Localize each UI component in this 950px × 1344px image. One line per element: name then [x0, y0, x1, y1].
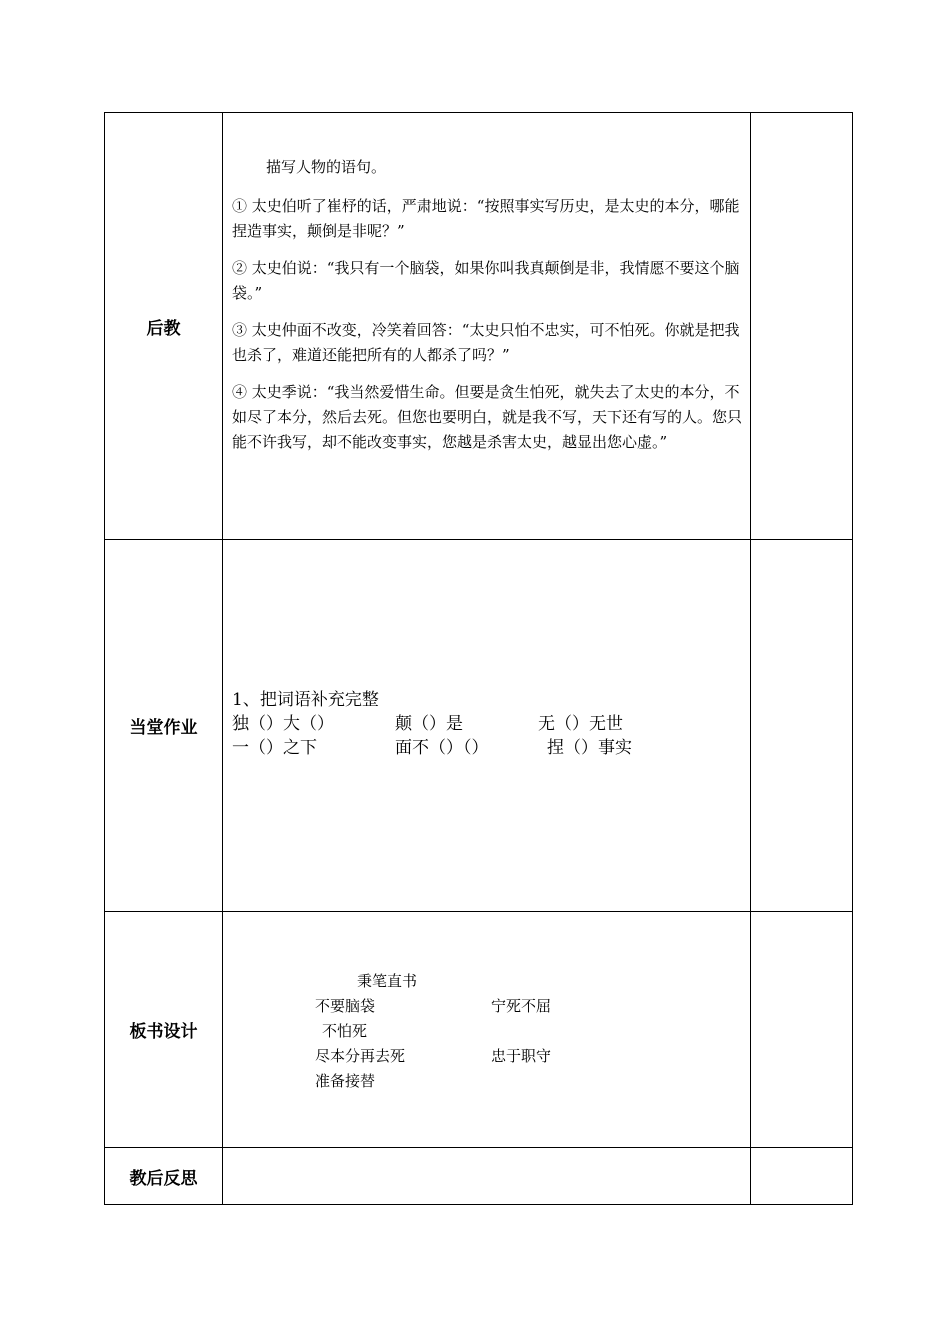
- remark-board-design: [751, 912, 853, 1148]
- label-after-teaching: 后教: [105, 113, 223, 540]
- blank-5: 面不（）（）: [395, 738, 489, 758]
- blank-2: 颠（）是: [395, 714, 463, 734]
- blank-1: 独（）大（）: [232, 714, 334, 734]
- remark-after-teaching: [751, 113, 853, 540]
- content-board-design: [223, 912, 751, 1148]
- label-board-design: 板书设计: [105, 912, 223, 1148]
- quote-2: ② 太史伯说：“我只有一个脑袋，如果你叫我真颠倒是非，我情愿不要这个脑袋。”: [232, 259, 740, 302]
- board-item-4: 尽本分再去死: [315, 1047, 406, 1065]
- blank-3: 无（）无世: [538, 714, 623, 734]
- quote-1: ① 太史伯听了崔杼的话，严肃地说：“按照事实写历史，是太史的本分，哪能捏造事实，颠倒是非呢？”: [232, 197, 740, 240]
- exercise-line-2: [232, 736, 750, 760]
- board-item-6: 准备接替: [315, 1072, 376, 1090]
- row-board-design: [105, 912, 853, 1148]
- row-after-teaching: [105, 113, 853, 540]
- board-title: 秉笔直书: [357, 972, 418, 990]
- quote-3: ③ 太史仲面不改变，冷笑着回答：“太史只怕不忠实，可不怕死。你就是把我也杀了，难道还能把所有的人都杀了吗？”: [232, 321, 740, 364]
- exercise-title: 1、把词语补充完整: [232, 690, 379, 710]
- label-reflection: 教后反思: [105, 1148, 223, 1205]
- blank-4: 一（）之下: [232, 738, 317, 758]
- remark-classwork: [751, 540, 853, 912]
- board-item-5: 忠于职守: [491, 1047, 552, 1065]
- exercise-line-1: [232, 712, 750, 736]
- board-item-1: 不要脑袋: [315, 997, 376, 1015]
- content-classwork: [223, 540, 751, 912]
- lesson-plan-table: [104, 112, 853, 1205]
- blank-6: 捏（）事实: [547, 738, 632, 758]
- content-reflection: [223, 1148, 751, 1205]
- intro-text: 描写人物的语句。: [266, 158, 387, 176]
- quote-4: ④ 太史季说：“我当然爱惜生命。但要是贪生怕死，就失去了太史的本分，不如尽了本分，然后去死。但您也要明白，就是我不写，天下还有写的人。您只能不许我写，却不能改变事实，您越是杀害太史，越显出您心虚。”: [232, 383, 743, 451]
- row-classwork: [105, 540, 853, 912]
- content-after-teaching: [223, 113, 751, 540]
- row-reflection: [105, 1148, 853, 1205]
- board-item-3: 不怕死: [322, 1022, 368, 1040]
- remark-reflection: [751, 1148, 853, 1205]
- board-item-2: 宁死不屈: [491, 997, 552, 1015]
- label-classwork: 当堂作业: [105, 540, 223, 912]
